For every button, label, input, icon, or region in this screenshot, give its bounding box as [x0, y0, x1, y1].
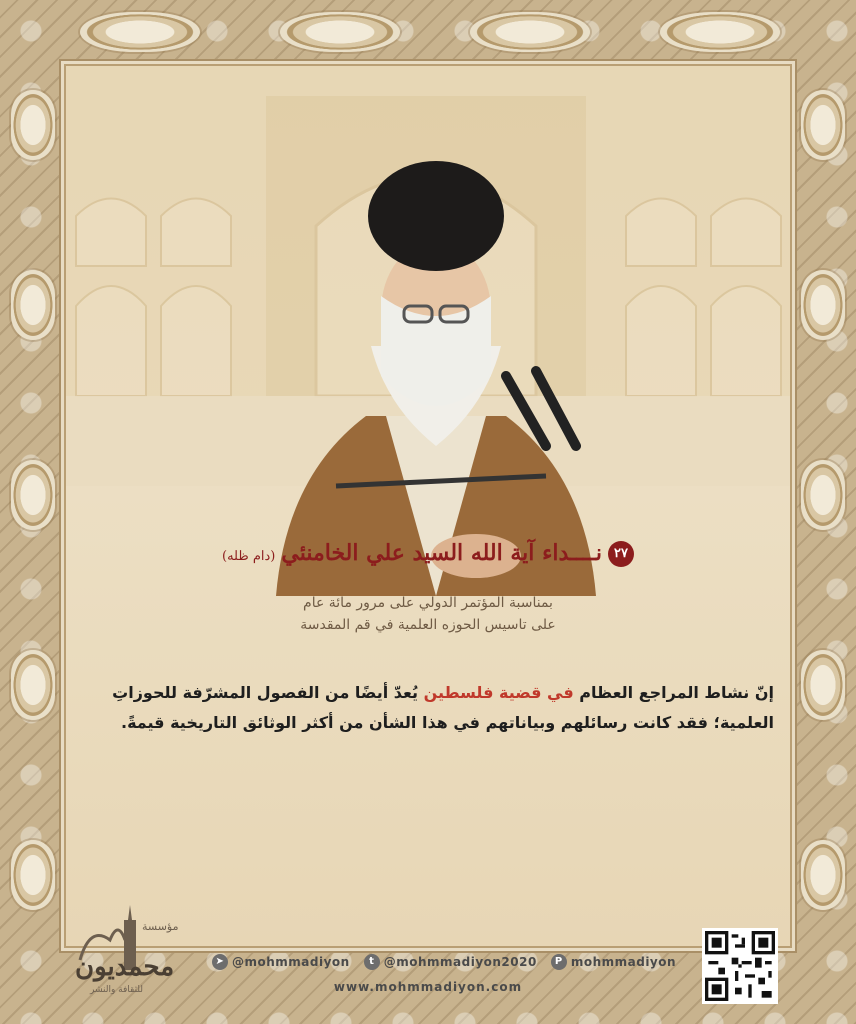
- logo-prefix: مؤسسة: [142, 920, 179, 933]
- border-medallion: [470, 12, 590, 52]
- quote-text: [100, 678, 774, 738]
- border-medallion: [11, 460, 55, 530]
- speaker-portrait: [276, 146, 596, 596]
- pinterest-link[interactable]: [551, 954, 676, 970]
- quote-part-2: يُعدّ أيضًا من الفصول المشرّفة للحوزاتِ العلمية؛ فقد كانت رسائلهم وبياناتهم في هذا الشأن من أكثر الوثائق التاريخية قيمةً.: [112, 683, 774, 732]
- twitter-icon: t: [364, 954, 380, 970]
- border-medallion: [801, 460, 845, 530]
- telegram-link[interactable]: [212, 954, 350, 970]
- title-honorific: (دام ظله): [222, 549, 276, 564]
- quote-part-1: إنّ نشاط المراجع العظام: [573, 683, 774, 702]
- subtitle-line-2: على تاسيس الحوزه العلمية في قم المقدسة: [300, 617, 556, 633]
- logo-tagline: للثقافة والنشر: [90, 985, 144, 995]
- border-medallion: [801, 650, 845, 720]
- social-links: [212, 952, 682, 972]
- border-medallion: [801, 90, 845, 160]
- subtitle-line-1: بمناسبة المؤتمر الدولي على مرور مائة عام: [303, 595, 553, 611]
- border-medallion: [801, 840, 845, 910]
- border-medallion: [660, 12, 780, 52]
- border-medallion: [280, 12, 400, 52]
- border-medallion: [11, 270, 55, 340]
- border-medallion: [11, 840, 55, 910]
- quote-highlight: في قضية فلسطين: [423, 683, 574, 702]
- telegram-icon: ➤: [212, 954, 228, 970]
- twitter-link[interactable]: [364, 954, 537, 970]
- telegram-handle: @mohmmadiyon: [232, 955, 350, 969]
- title-text: نــــداء آية الله السيد علي الخامنئي: [281, 540, 602, 566]
- twitter-handle: @mohmmadiyon2020: [383, 955, 537, 969]
- page-title: [222, 540, 634, 566]
- pinterest-handle: mohmmadiyon: [570, 955, 677, 969]
- heading: [0, 540, 856, 567]
- border-medallion: [801, 270, 845, 340]
- border-medallion: [80, 12, 200, 52]
- content-panel: [66, 66, 790, 946]
- border-medallion: [11, 90, 55, 160]
- website-link[interactable]: www.mohmmadiyon.com: [333, 980, 523, 994]
- subtitle: [0, 592, 856, 636]
- border-medallion: [11, 650, 55, 720]
- logo-name: محمديون: [75, 952, 175, 982]
- qr-code: [702, 928, 778, 1004]
- issue-number-badge: ٢٧: [608, 541, 634, 567]
- pinterest-icon: P: [551, 954, 567, 970]
